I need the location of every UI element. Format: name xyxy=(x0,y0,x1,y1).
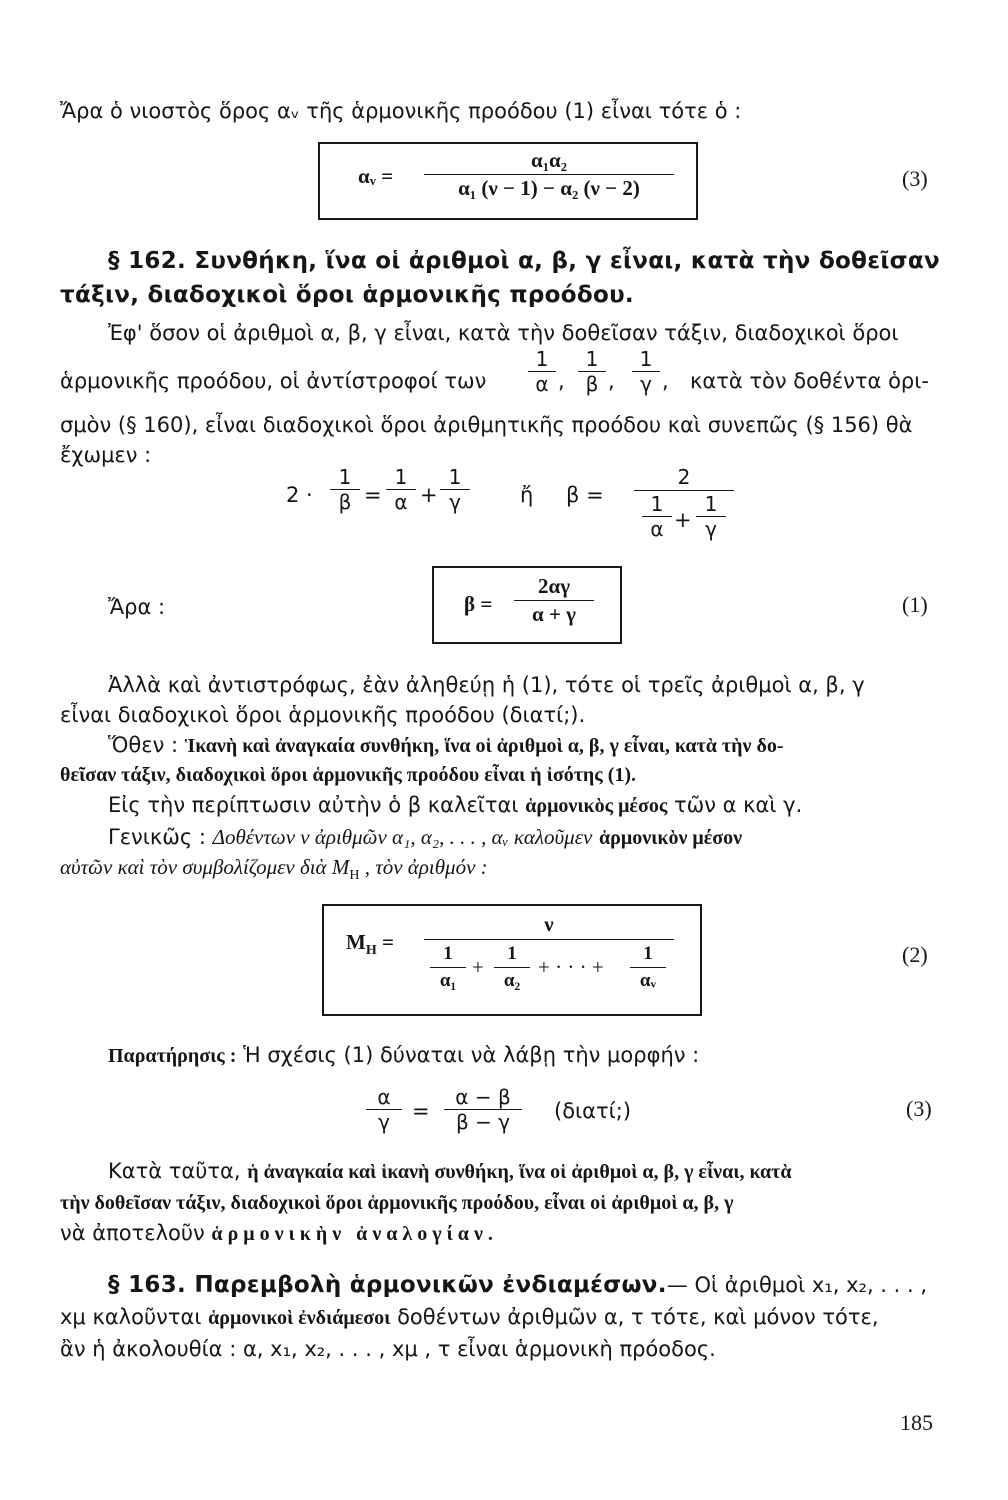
comma: , xyxy=(558,369,565,393)
formula-2-term-1: 1 α₁ xyxy=(430,942,466,993)
formula-2-dots: + · · · + xyxy=(538,955,604,979)
eq3b-why: (διατί;) xyxy=(554,1099,632,1123)
eq-two-dot: 2 · xyxy=(286,483,313,507)
formula-3-lhs-text: αᵥ = xyxy=(358,164,394,188)
section-162-heading-line1: § 162. Συνθήκη, ἵνα οἱ ἀριθμοὶ α, β, γ εἶναι, κατὰ τὴν δοθεῖσαν xyxy=(108,248,940,274)
eq3b-right-fraction: α − β β − γ xyxy=(444,1086,522,1133)
paragraph-2-line2: εἶναι διαδοχικοὶ ὅροι ἁρμονικῆς προόδου (διατί;). xyxy=(60,703,586,727)
eq-right-numerator: 2 xyxy=(677,465,691,489)
paragraph-3-lead: Ὅθεν : Ἱκανὴ καὶ ἀναγκαία συνθήκη, ἵνα οἱ ἀριθμοὶ α, β, γ εἶναι, κατὰ τὴν δο- xyxy=(108,733,784,757)
paragraph-6-line3: νὰ ἀποτελοῦν ἁρμονικὴν ἀναλογίαν. xyxy=(60,1221,498,1245)
eq-right-frac-alpha: 1 α xyxy=(642,493,672,540)
formula-1-fraction: 2αγ α + γ xyxy=(514,574,594,627)
fraction-bar xyxy=(424,939,674,940)
eq-frac-gamma: 1 γ xyxy=(440,466,470,513)
fraction-bar xyxy=(430,967,466,968)
fraction-bar xyxy=(630,967,666,968)
formula-2-fraction xyxy=(424,912,674,998)
eq-right-frac-gamma: 1 γ xyxy=(696,493,726,540)
intro-line: Ἄρα ὁ νιοστὸς ὅρος αᵥ τῆς ἁρμονικῆς προόδου (1) εἶναι τότε ὁ : xyxy=(60,99,742,123)
formula-3-fraction xyxy=(424,148,674,201)
fraction-bar xyxy=(494,967,530,968)
eq-right-fraction xyxy=(634,466,734,545)
paragraph-4: Εἰς τὴν περίπτωσιν αὐτὴν ὁ β καλεῖται ἁρμονικὸς μέσος τῶν α καὶ γ. xyxy=(108,793,803,817)
formula-2-plus: + xyxy=(472,955,484,979)
formula-3-number: (3) xyxy=(902,166,928,191)
reciprocal-alpha: 1 α xyxy=(528,348,556,395)
paragraph-5-line1: Γενικῶς : Δοθέντων ν ἀριθμῶν α₁, α₂, . . . , αᵥ καλοῦμεν ἁρμονικὸν μέσον xyxy=(108,825,743,849)
eq3b-number: (3) xyxy=(906,1096,932,1121)
comma: , xyxy=(608,369,615,393)
eq-plus: + xyxy=(420,483,438,507)
reciprocal-beta: 1 β xyxy=(578,348,606,395)
formula-3-denominator: α₁ (ν − 1) − α₂ (ν − 2) xyxy=(458,176,640,200)
formula-2-term-n: 1 αᵥ xyxy=(630,942,666,993)
eq-frac-alpha: 1 α xyxy=(386,466,416,513)
eq3b-equals: = xyxy=(412,1099,430,1123)
ara-label: Ἄρα : xyxy=(108,595,166,619)
reciprocal-gamma: 1 γ xyxy=(632,348,660,395)
paragraph-1-line3: σμὸν (§ 160), εἶναι διαδοχικοὶ ὅροι ἀριθμητικῆς προόδου καὶ συνεπῶς (§ 156) θὰ xyxy=(60,413,913,437)
paragraph-1-line2-start: ἁρμονικῆς προόδου, οἱ ἀντίστροφοί των xyxy=(60,369,487,393)
formula-2-lhs: $M_H$ = xyxy=(346,930,394,959)
fraction-bar xyxy=(634,490,734,491)
eq3b-left-fraction: α γ xyxy=(366,1086,402,1133)
paragraph-1-line2-end: κατὰ τὸν δοθέντα ὁρι- xyxy=(690,369,929,393)
paragraph-1-line1: Ἐφ' ὅσον οἱ ἀριθμοὶ α, β, γ εἶναι, κατὰ τὴν δοθεῖσαν τάξιν, διαδοχικοὶ ὅροι xyxy=(108,321,899,345)
paragraph-6-line2: τὴν δοθεῖσαν τάξιν, διαδοχικοὶ ὅροι ἁρμονικῆς προόδου, εἶναι οἱ ἀριθμοὶ α, β, γ xyxy=(60,1192,734,1214)
formula-2-numerator: ν xyxy=(544,912,554,936)
formula-3-numerator: α₁α₂ xyxy=(530,148,568,172)
formula-1-number: (1) xyxy=(902,592,928,617)
paragraph-3-line2: θεῖσαν τάξιν, διαδοχικοὶ ὅροι ἁρμονικῆς προόδου εἶναι ἡ ἰσότης (1). xyxy=(60,764,637,786)
eq-frac-beta: 1 β xyxy=(330,466,360,513)
section-163-line3: ἂν ἡ ἀκολουθία : α, x₁, x₂, . . . , xμ , τ εἶναι ἁρμονικὴ πρόοδος. xyxy=(60,1337,716,1361)
section-163-line1: § 163. Παρεμβολὴ ἁρμονικῶν ἐνδιαμέσων.— Οἱ ἀριθμοὶ x₁, x₂, . . . , xyxy=(108,1272,928,1298)
eq-or: ἤ xyxy=(520,483,534,507)
comma: , xyxy=(662,369,669,393)
paragraph-5-line2: αὐτῶν καὶ τὸν συμβολίζομεν διὰ $M_H$ , τὸν ἀριθμόν : xyxy=(60,855,488,884)
page-number: 185 xyxy=(900,1410,933,1435)
formula-1-lhs: β = xyxy=(464,592,493,616)
fraction-bar xyxy=(424,174,674,175)
section-163-line2: xμ καλοῦνται ἁρμονικοὶ ἐνδιάμεσοι δοθέντων ἀριθμῶν α, τ τότε, καὶ μόνον τότε, xyxy=(60,1305,879,1329)
formula-2-denominator xyxy=(424,942,674,998)
remark-line: Παρατήρησις : Ἡ σχέσις (1) δύναται νὰ λάβῃ τὴν μορφήν : xyxy=(108,1043,700,1067)
paragraph-1-line4: ἔχωμεν : xyxy=(60,443,152,467)
fraction-bar xyxy=(514,600,594,601)
eq-equals: = xyxy=(364,483,382,507)
formula-2-term-2: 1 α₂ xyxy=(494,942,530,993)
formula-2-number: (2) xyxy=(902,942,928,967)
paragraph-2-line1: Ἀλλὰ καὶ ἀντιστρόφως, ἐὰν ἀληθεύῃ ἡ (1), τότε οἱ τρεῖς ἀριθμοὶ α, β, γ xyxy=(108,673,865,697)
section-162-heading-line2: τάξιν, διαδοχικοὶ ὅροι ἁρμονικῆς προόδου. xyxy=(60,282,634,308)
eq-beta-equals: β = xyxy=(566,483,604,507)
paragraph-6-line1: Κατὰ ταῦτα, ἡ ἀναγκαία καὶ ἱκανὴ συνθήκη, ἵνα οἱ ἀριθμοὶ α, β, γ εἶναι, κατὰ xyxy=(108,1159,792,1183)
eq-right-denominator xyxy=(634,493,734,545)
eq-right-plus: + xyxy=(674,508,692,532)
